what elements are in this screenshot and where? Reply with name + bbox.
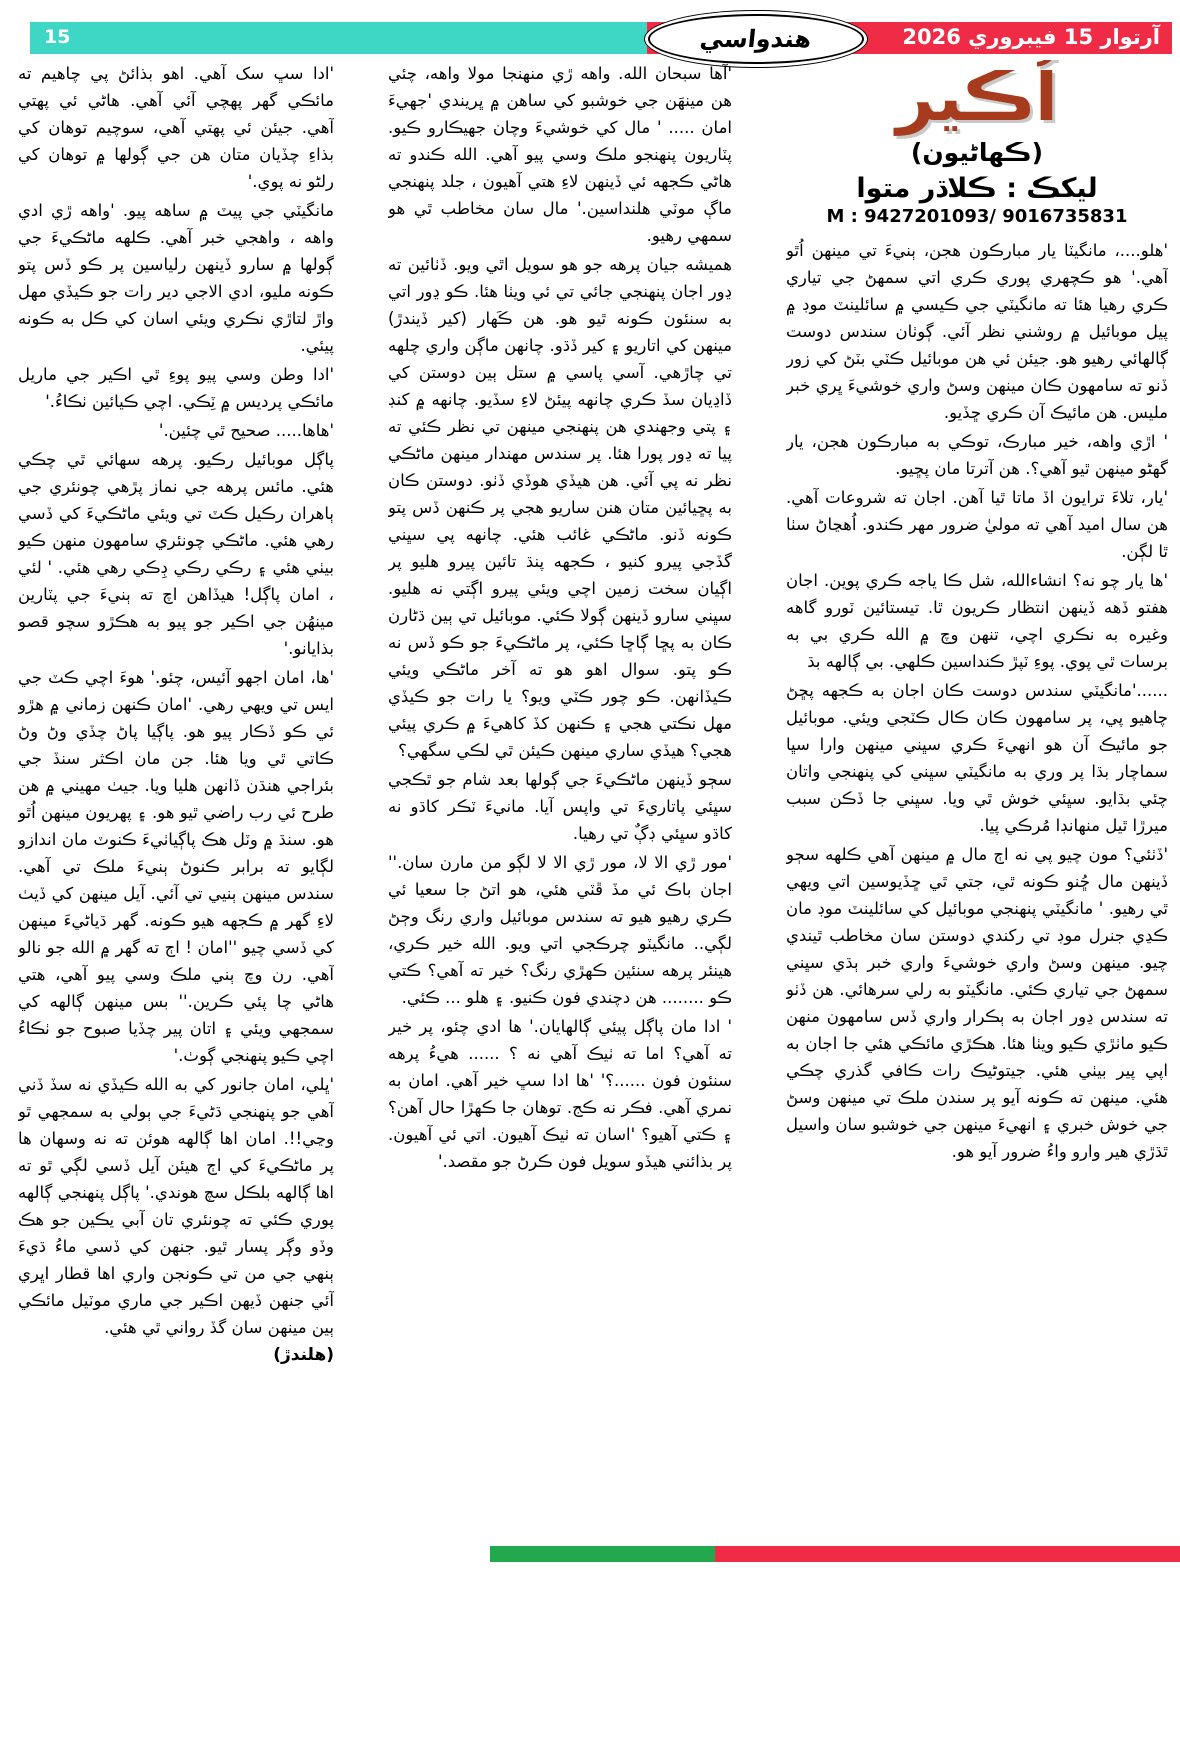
story-paragraph: 'ادا وطن وسي پيو پوءِ ٿي اڪير جي ماريل مائڪي پرديس ۾ ٽِڪي. اچي ڪيائين ٺڪاءُ.' xyxy=(18,365,334,411)
story-paragraph: 'هاها..... صحيح ٿي چئين.' xyxy=(158,421,334,440)
story-paragraph: 'يار، تلاءَ ترايون اڏ ماتا ٿيا آهن. اجان ته شروعات آهي. هن سال اميد آهي ته موليٰ ضرور مهر ڪندو. اُهڃاڻ سٺا ٿا لڳن. xyxy=(786,487,1168,561)
column-middle xyxy=(388,60,732,1546)
story-subtitle: (ڪهاڻيون) xyxy=(910,137,1044,167)
column-right xyxy=(786,60,1168,1546)
column-middle-text xyxy=(388,60,732,1175)
story-paragraph: مانگيٽي جي پيٽ ۾ ساهه پيو. 'واهه ڙي ادي واهه ، واهجي خبر آهي. ڪلهه ماڻڪيءَ جي ڳولها ۾ سارو ڏينهن رلياسين پر ڪو ڏس پتو ڪونه مليو، ادي الاجي دير رات جو ڪيڏي مهل واڙ لتاڙي نڪري ويئي اسان کي ڪل به ڪونه پيئي. xyxy=(18,201,334,355)
author-phone: M : 9427201093/ 9016735831 xyxy=(826,205,1128,227)
footer-strip xyxy=(0,1546,1180,1562)
story-paragraph: 'ها، امان اجهو آئيس، چئو.' هوءَ اچي ڪٽ جي ايس تي ويهي رهي. 'امان ڪنهن زماني ۾ هڙو ئي ڪو ڏڪار پيو هو. پاڳيا پاڻ چڏي وڻ وڻ ڪاتي ٿي ويا هئا. جن مان اڪثر سنڏ جي بئراجي هنڌن ڏانهن هليا ويا. جيٺ مهيني ۾ هن طرح ئي رب راضي ٿيو هو. ۽ پهريون مينهن اُٿو هو. سنڌ ۾ وٽل هڪ پاڳياٺيءَ ڪنوٽ مان اندازو لڳايو ته برابر ڪنوڻ ٻنيءَ ملڪ تي آهي. سندس مينهن ٻنيي تي آئي. آيل مينهن کي ڏيٺ لاءِ گهر ۾ ڪجهه هيو ڪونه. گهر ڌياڻيءَ مينهن کي ڏسي چيو ''امان ! اڄ ته گهر ۾ الله جو نالو آهي. رن وچ ٻني ملڪ وسي پيو آهي، هتي هاڻي چا پئي ڪرين.'' بس مينهن ڳالهه کي سمجهي ويئي ۽ اتان پير چڏيا صبوح جو ٺڪاءُ اچي ڪيو پنهنجي ڳوٺ.' xyxy=(18,668,334,1065)
story-paragraph: پاڳل موبائيل رڪيو. پرهه سهائي ٿي چڪي هئي. مائس پرهه جي نماز پڙهي چونئري جي ٻاهران رڪيل ڪٽ تي ويئي ماڻڪيءَ کي ڏسي رهي هئي. ماڻڪي چونئري سامهون منهن ڪيو بيٺي هئي ۽ رڪي رڪي ڊِڪي رهي هئي. ' لئي ، امان پاڳل! هيڏاهن اچ ته ٻنيءَ جي پٽارين مينهُن جي اڪير جو پيو به هڪڙو سچو قصو بذايانو.' xyxy=(18,450,334,658)
newspaper-logo-text: هندواسي xyxy=(698,25,814,53)
story-paragraph: 'آها سبحان الله. واهه ڙي منهنجا مولا واهه، چئي هن مينهَن جي خوشبو کي ساهن ۾ ڀريندي 'جهيءَ امان ..... ' مال کي خوشيءَ وچان جهيڪارو ڪيو. پٽاريون پنهنجو ملڪ وسي پيو آهي. الله ڪندو ته هاڻي ڪجهه ئي ڏينهن لاءِ هتي آهيون ، جلد پنهنجي ماڳ موٽي هلنداسين.' مال سان مخاطب ٿي هو سمهي رهيو. xyxy=(388,64,732,245)
column-left xyxy=(18,60,334,1546)
story-paragraph: 'ادا سڀ سک آهي. اهو بذائڻ پي چاهيم ته مائڪي گهر پهچي آئي آهي. هاڻي ئي پهتي آهي. جيئن ئي پهتي آهي، سوچيم توهان کي بذاءِ چڏيان متان هن جي ڳولها ۾ توهان کي رلڻو نه پوي.' xyxy=(18,64,334,191)
story-paragraph: ' اڙي واهه، خير مبارڪ، توڪي به مبارڪون هجن، يار گهڻو مينهن ٿيو آهي؟. هن آترتا مان پڇيو. xyxy=(786,431,1168,478)
story-paragraph: 'ڀلي، امان جانور کي به الله ڪيڏي نه سڏ ڏني آهي جو پنهنجي ڌڻيءَ جي ٻولي به سمجهي ٿو وڃي!!. امان اها ڳالهه هوئن ته نه وسهان ها پر ماڻڪيءَ کي اڄ هيئن آيل ڏسي لڳي ٿو ته اها ڳالهه بلڪل سچ هوندي.' پاڳل پنهنجي ڳالهه پوري ڪئي ته چونئري تان آبي يڪين جو هڪ وڏو وڳر پسار ٿيو. جنهن کي ڏسي ماءُ ڌيءَ ٻنهي جي من تي ڪونجن واري اها قطار اڀري آئي جنهن ڏيهن اڪير جي ماري موٽيل مائڪي ٻين مينهن سان گڏ رواني ٿي هئي. xyxy=(18,1075,334,1337)
article-content xyxy=(12,60,1168,1546)
story-paragraph: ......'مانگيٽي سندس دوست ڪان اجان به ڪجهه پڇڻ چاهيو پي، پر سامهون ڪان ڪال ڪٽجي ويئي. موبائيل جو مائيڪ آن هو انهيءَ ڪري سڀني مينهن وارا سڀا سماچار بڌا پر وري به مانگيٽي سڀني کي پنهنجي واتان چئي بڌايو. سڀئي خوش ٿي ويا. سڀني جا ڏڪن سبب ميرڙا ٿيل منهانڊا مُرڪي پيا. xyxy=(786,680,1168,835)
column-left-text xyxy=(18,60,334,1341)
column-right-text xyxy=(786,237,1168,1165)
story-title: اُڪير xyxy=(896,60,1058,136)
story-paragraph: هميشه جيان پرهه جو هو سويل اٿي ويو. ڏٺائين ته ڍور اجان پنهنجي جائي تي ئي ويٺا هئا. ڪو ڍور اتي به سنئون ڪونه ٿيو هو. هن ڪَهار (کير ڏيندڙ) مينهن کي اتاريو ۽ کير ڏڌو. چانهن ماڳن واري چلهه تي چاڙهي. آسي پاسي ۾ ستل ٻين دوستن کي ڏاڍيان سڏ ڪري چانهه پيئڻ لاءِ سڏيو. چانهه ۾ کنڊ ۽ پتي وجهندي هن پنهنجي مينهن تي نظر ڪئي ته پيا ته ڍور پورا هئا. پر سندس مهندار مينهن ماڻڪي نظر نه پي آئي. هن هيڏي هوڏي ڏٺو. دوستن ڪان به پڇيائين متان هنن ساريو هجي پر ڪنهن ڏس پتو ڪونه ڏنو. ماڻڪي غائب هئي. چانهه پي سڀني گڏجي پيرو کنيو ، ڪجهه پنڌ تائين پيرو هليو پر اڳيان سخت زمين اچي ويئي پيرو اڳتي نه هليو. سڀني سارو ڏينهن ڳولا ڪئي. موبائيل تي ٻين ڌڻارن ڪان به پڇا ڳاڇا ڪئي، پر ماڻڪيءَ جو ڪو ڏس نه ڪو پتو. سوال اهو هو ته آخر ماڻڪي ويئي ڪيڏانهن. ڪو چور ڪٽي ويو؟ يا رات جو ڪيڏي مهل نڪتي هجي ۽ ڪنهن کڏ کاهيءَ ۾ ڪري پيئي هجي؟ هيڏي ساري مينهن ڪيئن ٿي لڪي سگهي؟ xyxy=(388,255,732,760)
masthead-bar xyxy=(30,22,1172,54)
edition-date: آرتوار 15 فيبروري 2026 xyxy=(902,25,1160,49)
story-title-block xyxy=(786,60,1168,227)
newspaper-logo xyxy=(648,14,864,64)
story-byline: ليکڪ : ڪلاڌر متوا xyxy=(856,172,1098,204)
story-paragraph: 'ها يار چو نه؟ انشاءالله، شل ڪا ياجه ڪري پوين. اجان هفتو ڏهه ڏينهن انتظار ڪريون ٿا. تيستائين ٽورو گاهه وغيره به نڪري اچي، تنهن وچ ۾ الله ڪري بي به برسات ٿي پوي. پوءِ ٽپڙ ڪنداسين ڪلهي. بي ڳالهه بڌ xyxy=(786,570,1168,671)
continued-marker: (هلندڙ) xyxy=(273,1345,334,1365)
footer-green-bar xyxy=(490,1546,715,1562)
footer-red-bar xyxy=(715,1546,1180,1562)
story-paragraph: 'مور ڙي الا لا، مور ڙي الا لا لڳو من مارن سان.'' اجان باڪ ئي مڏ ڦٽي هئي، هو اتڻ جا سعيا ئي ڪري رهيو هيو ته سندس موبائيل واري رنگ وڄڻ لڳي.. مانگيٽو چرڪجي اتي ويو. الله خير ڪري، هينئر پرهه سنئين ڪهڙي رنگ؟ خير ته آهي؟ ڪتي ڪو ........ هن دچندي فون ڪنيو. ۽ هلو ... ڪئي. xyxy=(388,853,732,1007)
page-number: 15 xyxy=(44,26,71,48)
story-paragraph: 'ڏٺئي؟ مون چيو پي نه اڄ مال ۾ مينهن آهي ڪلهه سڄو ڏينهن مال ڇُنو ڪونه ٿي، جتي ٿي ڇڏيوسين اتي ويهي ٿي رهيو. ' مانگيٽي پنهنجي موبائيل کي سائلينٽ موڊ مان ڪڍي جنرل موڊ تي رکندي دوستن سان مخاطب ٿيندي چيو. مينهن وسڻ واري خوشيءَ واري خبر ٻڌي سڀني سمهڻ جي تياري ڪئي. مانگيٽو به رلي سرهائي. هن ڏٺو ته سندس ڍور اجان به ٻڪرار واري ڏس سامهون منهن ڪيو ماٺڙي ڪيو ويٺا هئا. هڪڙي مائڪي هئي جا اجان به اپي پير بيٺي هئي. جيتوڻيڪ رات ڪافي گذري چڪي هئي. مينهن ته ڪونه آيو پر سندن ملڪ تي مينهن وسڻ جي خوش خبري ۽ انهيءَ مينهن جي خوشبو سان واسيل ٿڌڙي هير وارو واءُ ضرور آيو هو. xyxy=(786,844,1168,1161)
story-paragraph: 'هلو....، مانگيٽا يار مبارڪون هجن، ٻنيءَ تي مينهن اُٿو آهي.' هو ڪچهري پوري ڪري اتي سمهڻ جي تياري ڪري رهيا هئا ته مانگيٽي جي ڪيسي ۾ سائلينٽ موڊ ۾ پيل موبائيل ۾ روشني نظر آئي. ڳوٺان سندس دوست ڳالهائي رهيو هو. جيئن ئي هن موبائيل ڪٽي بٽڻ کي زور ڏنو ته سامهون ڪان مينهن وسڻ واري خوشيءَ ڀري خبر مليس. هن مائيڪ آن ڪري ڇڏيو. xyxy=(786,240,1168,422)
story-paragraph: سڄو ڏينهن ماڻڪيءَ جي ڳولها بعد شام جو ٿڪجي سڀئي پاتاريءَ تي واپس آيا. مانيءَ ٽڪر کاڌو نه کاڌو سڀئي ڊڳٌ تي رهيا. xyxy=(388,770,732,843)
masthead-teal-bar xyxy=(30,22,647,54)
story-paragraph: ' ادا مان پاڳل پيئي ڳالهايان.' ها ادي چئو، پر خير ته آهي؟ اما ته ٺيڪ آهي نه ؟ ...... هيءُ پرهه سنئون فون ......؟' 'ها ادا سڀ خير آهي. امان به نمري آهي. فڪر نه ڪج. توهان جا ڪهڙا حال آهن؟ ۽ ڪتي آهيو؟ 'اسان ته ٺيڪ آهيون. اتي ئي آهيون. پر بذائني هيڏو سويل فون ڪرڻ جو مقصد.' xyxy=(388,1017,732,1171)
